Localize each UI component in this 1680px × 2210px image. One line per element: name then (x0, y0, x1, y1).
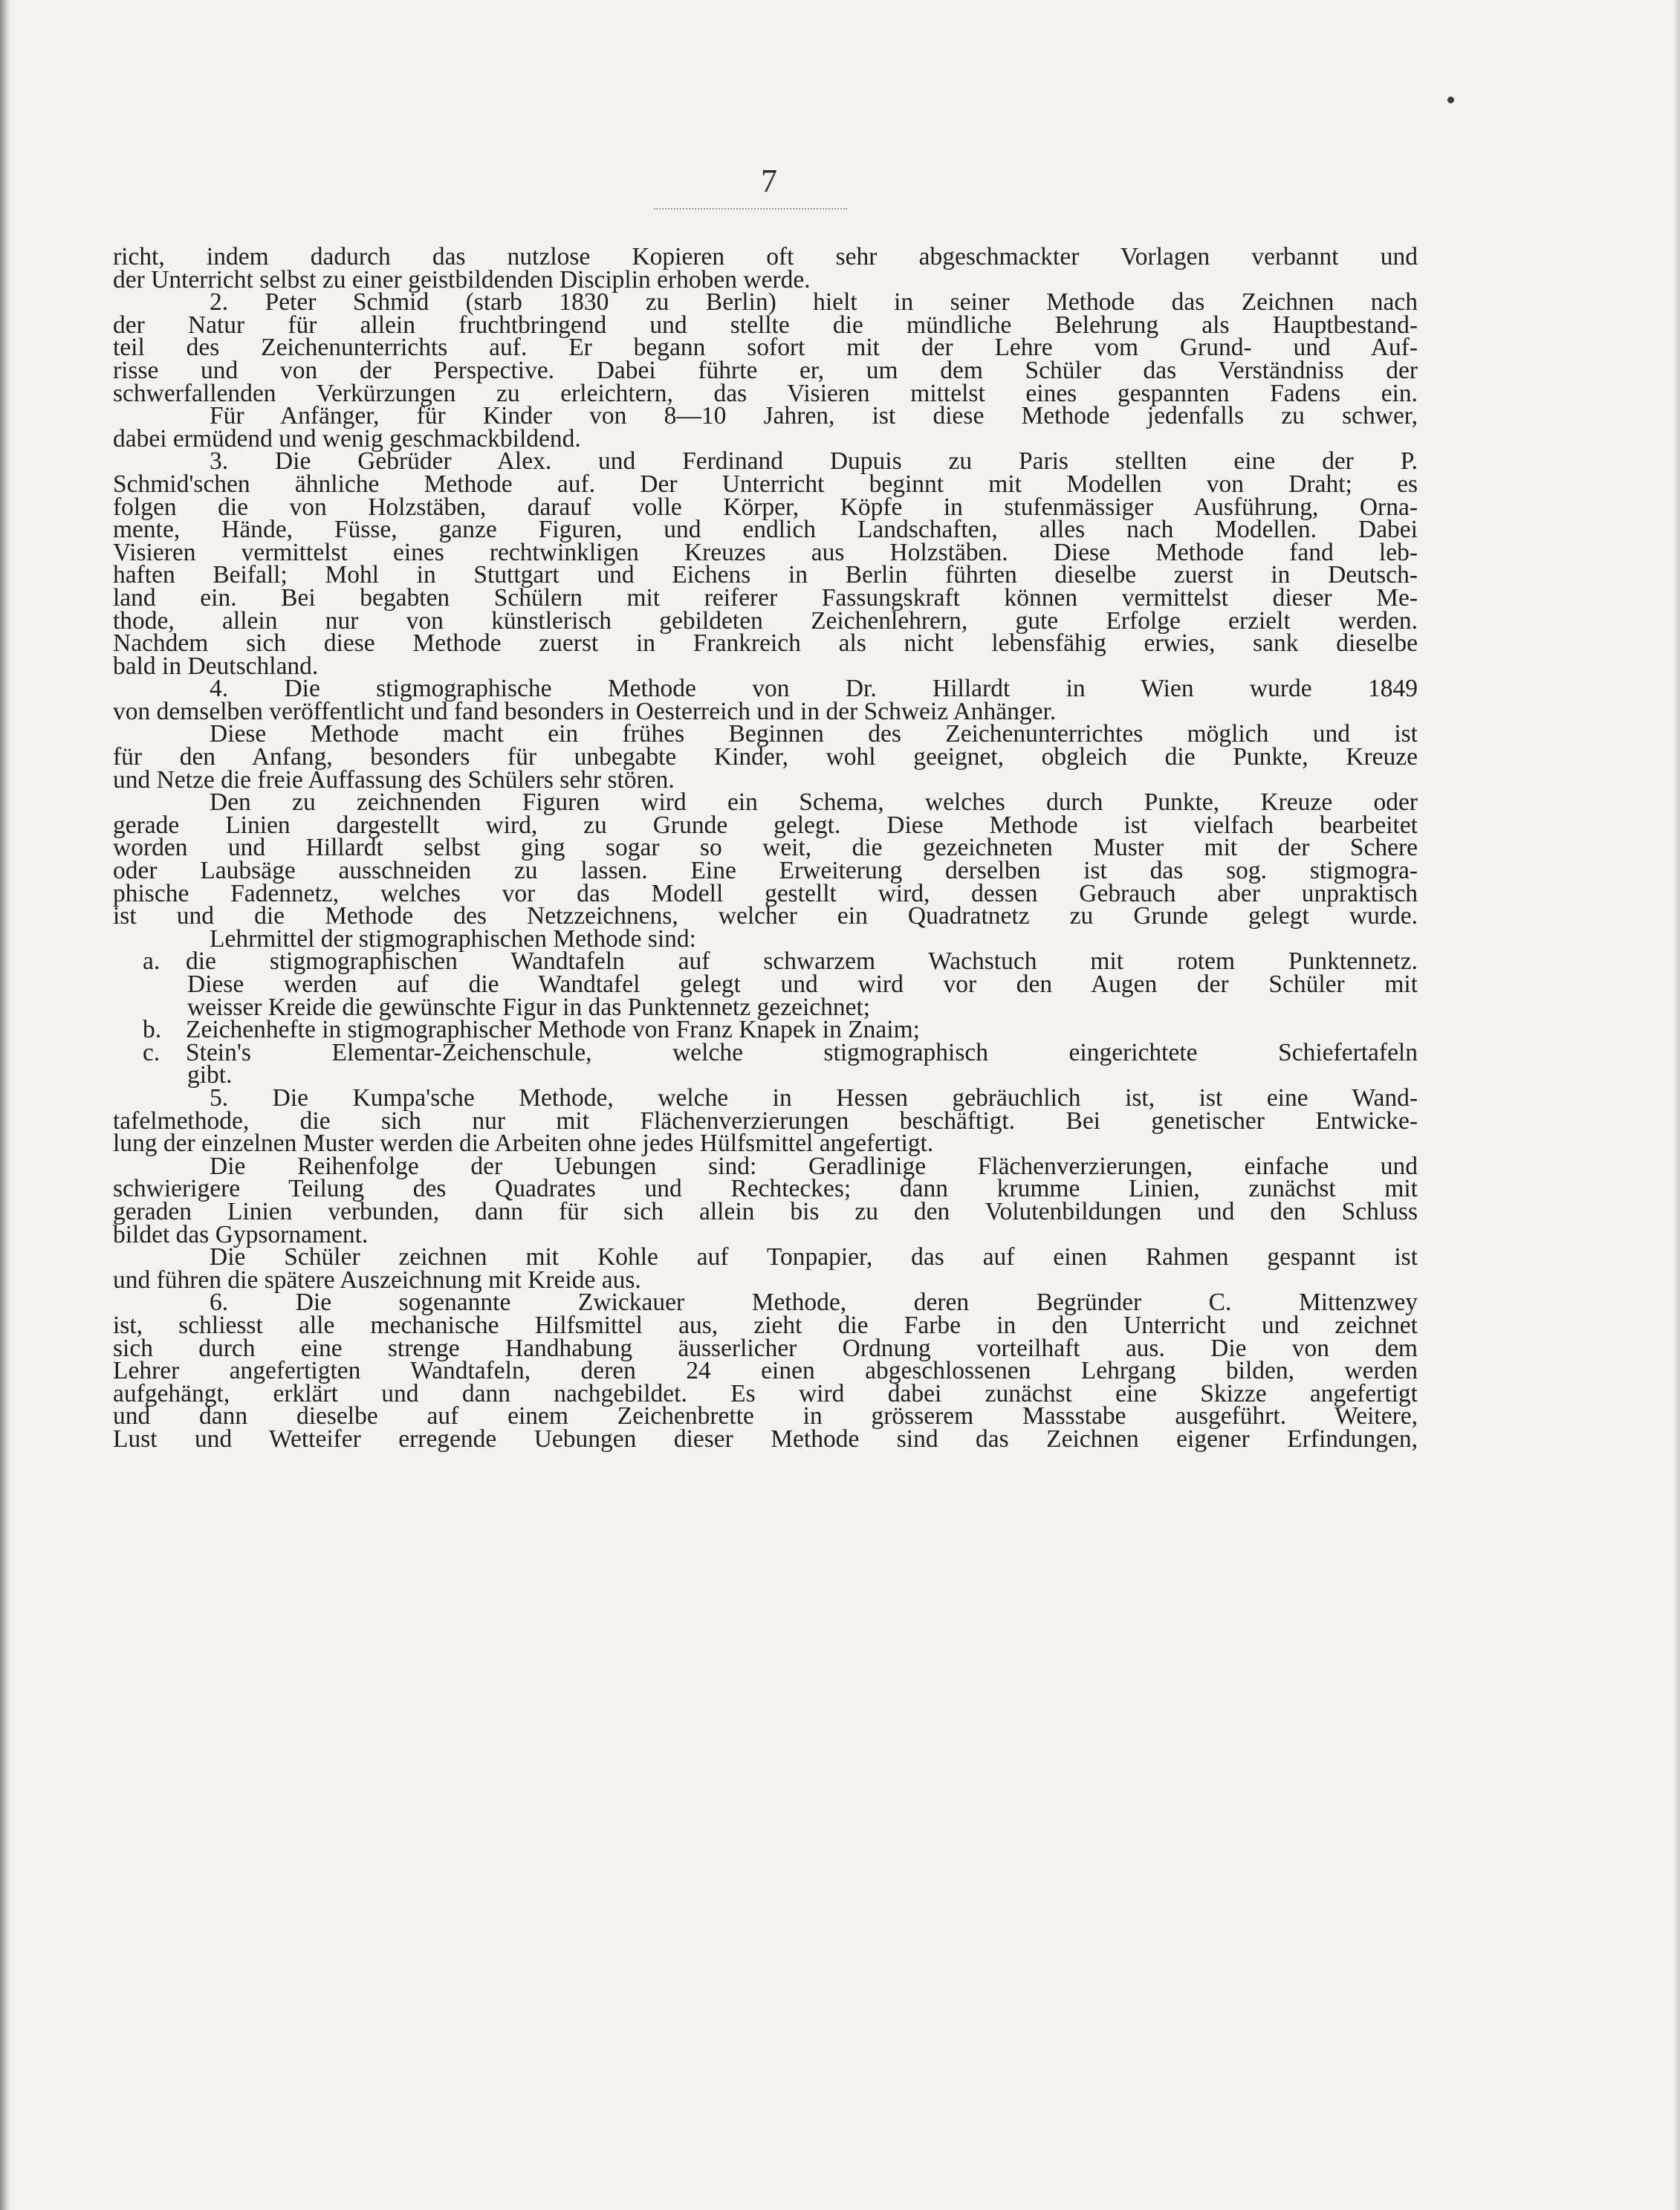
text-line: thode, allein nur von künstlerisch gebildeten Zeichenlehrern, gute Erfolge erzielt werden. (113, 606, 1418, 635)
text-line: teil des Zeichenunterrichts auf. Er begann sofort mit der Lehre vom Grund- und Auf- (113, 334, 1418, 362)
list-item-c (113, 1038, 1418, 1066)
text-line: von demselben veröffentlicht und fand besonders in Oesterreich und in der Schweiz Anhänger. (113, 697, 1057, 725)
text-line: für den Anfang, besonders für unbegabte Kinder, wohl geeignet, obgleich die Punkte, Kreuze (113, 743, 1418, 771)
text-line: mente, Hände, Füsse, ganze Figuren, und endlich Landschaften, alles nach Modellen. Dabei (113, 516, 1418, 544)
scan-edge-right (1673, 0, 1680, 2210)
text-line: lung der einzelnen Muster werden die Arbeiten ohne jedes Hülfsmittel angefertigt. (113, 1130, 934, 1158)
text-line: Diese Methode macht ein frühes Beginnen des Zeichenunterrichtes möglich und ist (210, 720, 1418, 748)
text-line: und Netze die freie Auffassung des Schülers sehr stören. (113, 765, 675, 794)
page-body (113, 243, 1418, 1453)
text-line: folgen die von Holzstäben, darauf volle Körper, Köpfe in stufenmässiger Ausführung, Orna- (113, 493, 1418, 521)
text-line: Visieren vermittelst eines rechtwinkligen Kreuzes aus Holzstäben. Diese Methode fand leb- (113, 538, 1418, 566)
text-line: haften Beifall; Mohl in Stuttgart und Eichens in Berlin führten dieselbe zuerst in Deutsch- (113, 561, 1418, 589)
list-item-text: die stigmographischen Wandtafeln auf schwarzem Wachstuch mit rotem Punktennetz. (186, 947, 1418, 976)
text-line: land ein. Bei begabten Schülern mit reiferer Fassungskraft können vermittelst dieser Me- (113, 583, 1418, 612)
text-line: richt, indem dadurch das nutzlose Kopieren oft sehr abgeschmackter Vorlagen verbannt und (113, 243, 1418, 270)
text-line: weisser Kreide die gewünschte Figur in das Punktennetz gezeichnet; (187, 993, 871, 1021)
text-line: risse und von der Perspective. Dabei führte er, um dem Schüler das Verständniss der (113, 356, 1418, 384)
text-line: bald in Deutschland. (113, 652, 319, 680)
text-line: oder Laubsäge ausschneiden zu lassen. Eine Erweiterung derselben ist das sog. stigmogra- (113, 857, 1418, 885)
text-line: Den zu zeichnenden Figuren wird ein Schema, welches durch Punkte, Kreuze oder (210, 788, 1418, 817)
text-line: und dann dieselbe auf einem Zeichenbrette in grösserem Massstabe ausgeführt. Weitere, (113, 1402, 1418, 1430)
scan-edge-left (0, 0, 10, 2210)
text-line: phische Fadennetz, welches vor das Modell gestellt wird, dessen Gebrauch aber unpraktisch (113, 879, 1418, 907)
text-line: der Unterricht selbst zu einer geistbildenden Disciplin erhoben werde. (113, 265, 811, 294)
text-line: Lehrer angefertigten Wandtafeln, deren 24 einen abgeschlossenen Lehrgang bilden, werden (113, 1357, 1418, 1385)
text-line: tafelmethode, die sich nur mit Flächenverzierungen beschäftigt. Bei genetischer Entwicke- (113, 1106, 1418, 1135)
text-line: und führen die spätere Auszeichnung mit Kreide aus. (113, 1266, 641, 1294)
text-line: schwierigere Teilung des Quadrates und Rechteckes; dann krumme Linien, zunächst mit (113, 1175, 1418, 1203)
page-number-rule (654, 208, 847, 210)
text-line: Die Schüler zeichnen mit Kohle auf Tonpapier, das auf einen Rahmen gespannt ist (210, 1243, 1418, 1271)
text-line: bildet das Gypsornament. (113, 1220, 369, 1248)
text-line: sich durch eine strenge Handhabung äusserlicher Ordnung vorteilhaft aus. Die von dem (113, 1334, 1418, 1362)
text-line: 5. Die Kumpa'sche Methode, welche in Hessen gebräuchlich ist, ist eine Wand- (210, 1083, 1418, 1112)
list-label: c. (143, 1038, 160, 1066)
text-line: Die Reihenfolge der Uebungen sind: Geradlinige Flächenverzierungen, einfache und (210, 1152, 1418, 1180)
text-line: geraden Linien verbunden, dann für sich allein bis zu den Volutenbildungen und den Schluss (113, 1197, 1418, 1225)
scan-speck (1447, 97, 1454, 103)
text-line: aufgehängt, erklärt und dann nachgebildet. Es wird dabei zunächst eine Skizze angefertigt (113, 1379, 1418, 1407)
text-line: 2. Peter Schmid (starb 1830 zu Berlin) hielt in seiner Methode das Zeichnen nach (210, 288, 1418, 317)
text-line: gibt. (187, 1061, 233, 1089)
text-line: der Natur für allein fruchtbringend und stellte die mündliche Belehrung als Hauptbestand- (113, 311, 1418, 339)
text-line: gerade Linien dargestellt wird, zu Grunde gelegt. Diese Methode ist vielfach bearbeitet (113, 811, 1418, 839)
text-line: 6. Die sogenannte Zwickauer Methode, deren Begründer C. Mittenzwey (210, 1289, 1418, 1317)
text-line: Lust und Wetteifer erregende Uebungen dieser Methode sind das Zeichnen eigener Erfindungen, (113, 1425, 1418, 1453)
text-line: 3. Die Gebrüder Alex. und Ferdinand Dupuis zu Paris stellten eine der P. (210, 447, 1418, 476)
text-line: ist, schliesst alle mechanische Hilfsmittel aus, zieht die Farbe in den Unterricht und zeichnet (113, 1311, 1418, 1339)
text-line: dabei ermüdend und wenig geschmackbildend. (113, 424, 581, 453)
text-line: Diese werden auf die Wandtafel gelegt und wird vor den Augen der Schüler mit (187, 970, 1418, 998)
text-line: Lehrmittel der stigmographischen Methode sind: (210, 924, 696, 953)
text-line: Nachdem sich diese Methode zuerst in Frankreich als nicht lebensfähig erwies, sank dieselbe (113, 629, 1418, 658)
list-label: a. (143, 947, 160, 976)
page-number: 7 (761, 163, 777, 199)
list-item-text: Zeichenhefte in stigmographischer Methode von Franz Knapek in Znaim; (186, 1016, 920, 1044)
text-line: 4. Die stigmographische Methode von Dr. Hillardt in Wien wurde 1849 (210, 675, 1418, 703)
text-line: ist und die Methode des Netzzeichnens, welcher ein Quadratnetz zu Grunde gelegt wurde. (113, 902, 1418, 930)
text-line: schwerfallenden Verkürzungen zu erleichtern, das Visieren mittelst eines gespannten Fadens ein. (113, 379, 1418, 407)
list-label: b. (143, 1016, 162, 1044)
text-line: worden und Hillardt selbst ging sogar so weit, die gezeichneten Muster mit der Schere (113, 834, 1418, 862)
list-item-text: Stein's Elementar-Zeichenschule, welche stigmographisch eingerichtete Schiefertafeln (186, 1038, 1418, 1066)
text-line: Für Anfänger, für Kinder von 8—10 Jahren, ist diese Methode jedenfalls zu schwer, (210, 402, 1418, 430)
text-line: Schmid'schen ähnliche Methode auf. Der Unterricht beginnt mit Modellen von Draht; es (113, 470, 1418, 498)
